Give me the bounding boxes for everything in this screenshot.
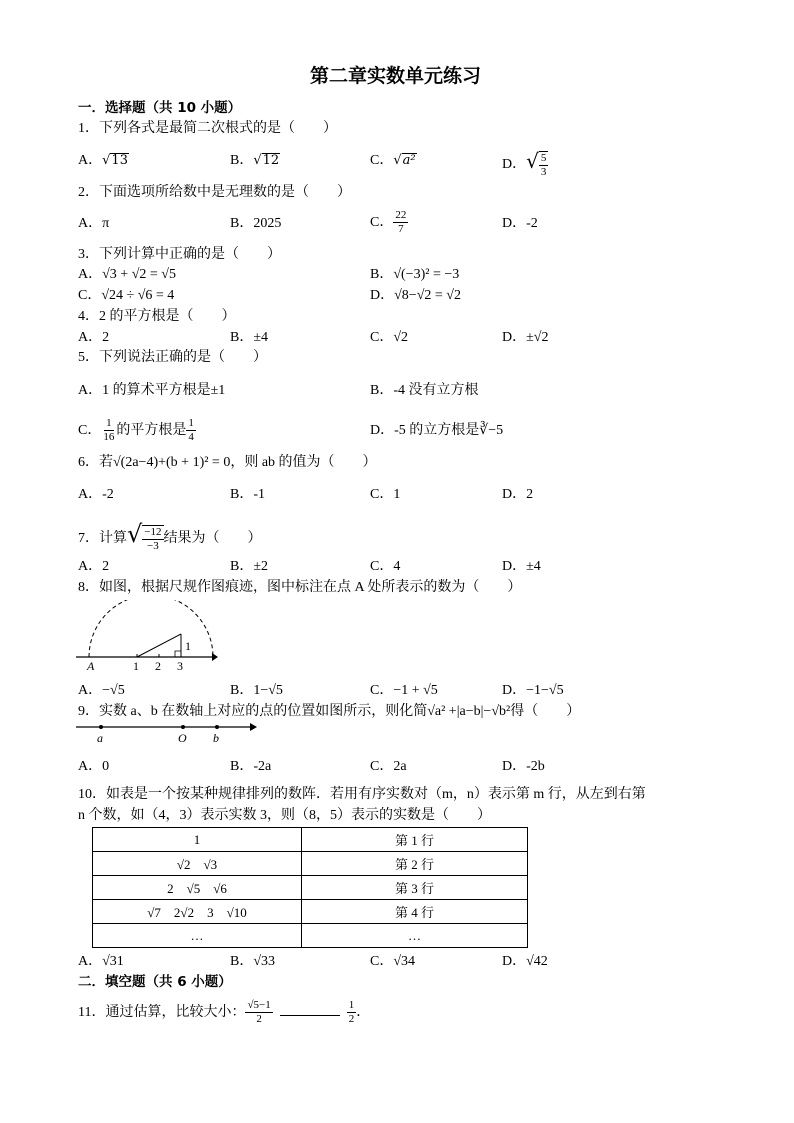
q1-option-d: D．√ $\frac{5}{3}$ bbox=[502, 149, 547, 178]
q2-option-d: D．-2 bbox=[502, 216, 538, 231]
q6-option-d: D．2 bbox=[502, 487, 534, 502]
q8-figure bbox=[74, 600, 224, 676]
q9-option-b: B．-2a bbox=[230, 759, 272, 774]
q5-option-d: D．-5 的立方根是∛−5 bbox=[370, 423, 504, 438]
question-7-stem: 7．计算√ $\frac{-12}{-3}$ 结果为（ ） bbox=[78, 520, 262, 552]
compass-arc bbox=[89, 600, 213, 657]
question-3-stem: 3．下列计算中正确的是（ ） bbox=[78, 247, 281, 262]
question-2-stem: 2．下面选项所给数中是无理数的是（ ） bbox=[78, 185, 351, 200]
question-9-stem: 9．实数 a、b 在数轴上对应的点的位置如图所示，则化简√a² +|a−b|−√b²得（ ） bbox=[78, 704, 581, 719]
q8-option-c: C．−1 + √5 bbox=[370, 683, 438, 698]
label-2: 2 bbox=[155, 659, 161, 673]
answer-blank[interactable] bbox=[280, 1001, 340, 1016]
q5-option-a: A．1 的算术平方根是±1 bbox=[78, 383, 226, 398]
question-6-stem: 6．若√(2a−4)+(b + 1)² = 0，则 ab 的值为（ ） bbox=[78, 455, 377, 470]
q10-option-d: D．√42 bbox=[502, 954, 548, 969]
right-angle-mark bbox=[175, 651, 181, 657]
q7-option-b: B．±2 bbox=[230, 559, 269, 574]
q5-option-c: C． $\frac{1}{16}$ 的平方根是 $\frac{1}{4}$ bbox=[78, 417, 194, 444]
q3-option-b: B．√(−3)² = −3 bbox=[370, 267, 460, 282]
q5-option-b: B．-4 没有立方根 bbox=[370, 383, 479, 398]
table-row: 2 √5 √6 第 3 行 bbox=[93, 876, 528, 900]
arrow-head bbox=[212, 653, 218, 661]
label-height: 1 bbox=[185, 639, 191, 653]
table-row: 1 第 1 行 bbox=[93, 828, 528, 852]
point-o bbox=[181, 725, 185, 729]
q1-option-c: C．√a² bbox=[370, 153, 416, 168]
label-1: 1 bbox=[133, 659, 139, 673]
q3-option-d: D．√8−√2 = √2 bbox=[370, 288, 461, 303]
q8-option-d: D．−1−√5 bbox=[502, 683, 564, 698]
question-5-stem: 5．下列说法正确的是（ ） bbox=[78, 350, 267, 365]
q6-option-b: B．-1 bbox=[230, 487, 265, 502]
table-row: √7 2√2 3 √10 第 4 行 bbox=[93, 900, 528, 924]
q7-option-c: C．4 bbox=[370, 559, 401, 574]
question-1-stem: 1．下列各式是最简二次根式的是（ ） bbox=[78, 121, 337, 136]
page-title: 第二章实数单元练习 bbox=[310, 65, 482, 87]
q9-option-a: A．0 bbox=[78, 759, 110, 774]
q6-option-a: A．-2 bbox=[78, 487, 114, 502]
section-heading-choice: 一．选择题（共 10 小题） bbox=[78, 100, 242, 116]
question-4-stem: 4．2 的平方根是（ ） bbox=[78, 309, 236, 324]
q2-option-c: C． $\frac{22}{7}$ bbox=[370, 209, 407, 236]
table-row: … … bbox=[93, 924, 528, 948]
q2-option-b: B．2025 bbox=[230, 216, 282, 231]
hypotenuse bbox=[137, 634, 181, 657]
q9-option-c: C．2a bbox=[370, 759, 407, 774]
q9-number-line bbox=[74, 719, 259, 747]
q8-option-b: B．1−√5 bbox=[230, 683, 283, 698]
label-3: 3 bbox=[177, 659, 183, 673]
q9-option-d: D．-2b bbox=[502, 759, 545, 774]
point-b bbox=[215, 725, 219, 729]
question-11: 11．通过估算，比较大小： $\frac{√5-1}{2}$ $\frac{1}{2}$ ． bbox=[78, 999, 371, 1026]
svg-text:a: a bbox=[97, 731, 103, 745]
svg-text:b: b bbox=[213, 731, 219, 745]
q2-option-a: A．π bbox=[78, 216, 110, 231]
q1-option-a: A．√13 bbox=[78, 153, 128, 168]
question-10-stem-line1: 10．如表是一个按某种规律排列的数阵．若用有序实数对（m，n）表示第 m 行，从左到右第 bbox=[78, 787, 646, 802]
number-array-table bbox=[92, 827, 528, 948]
question-8-stem: 8．如图，根据尺规作图痕迹，图中标注在点 A 处所表示的数为（ ） bbox=[78, 580, 522, 595]
q4-option-b: B．±4 bbox=[230, 330, 269, 345]
section-heading-fill: 二．填空题（共 6 小题） bbox=[78, 974, 232, 990]
question-10-stem-line2: n 个数，如（4，3）表示实数 3，则（8，5）表示的实数是（ ） bbox=[78, 808, 491, 823]
q10-option-b: B．√33 bbox=[230, 954, 276, 969]
point-a bbox=[99, 725, 103, 729]
label-a: A bbox=[87, 659, 95, 673]
q8-option-a: A．−√5 bbox=[78, 683, 125, 698]
q1-option-b: B．√12 bbox=[230, 153, 280, 168]
q4-option-a: A．2 bbox=[78, 330, 110, 345]
q4-option-d: D．±√2 bbox=[502, 330, 549, 345]
q7-option-a: A．2 bbox=[78, 559, 110, 574]
q7-option-d: D．±4 bbox=[502, 559, 541, 574]
table-row: √2 √3 第 2 行 bbox=[93, 852, 528, 876]
q4-option-c: C．√2 bbox=[370, 330, 409, 345]
q10-option-c: C．√34 bbox=[370, 954, 416, 969]
q3-option-a: A．√3 + √2 = √5 bbox=[78, 267, 176, 282]
svg-text:O: O bbox=[178, 731, 187, 745]
q6-option-c: C．1 bbox=[370, 487, 401, 502]
q10-option-a: A．√31 bbox=[78, 954, 124, 969]
q3-option-c: C．√24 ÷ √6 = 4 bbox=[78, 288, 175, 303]
